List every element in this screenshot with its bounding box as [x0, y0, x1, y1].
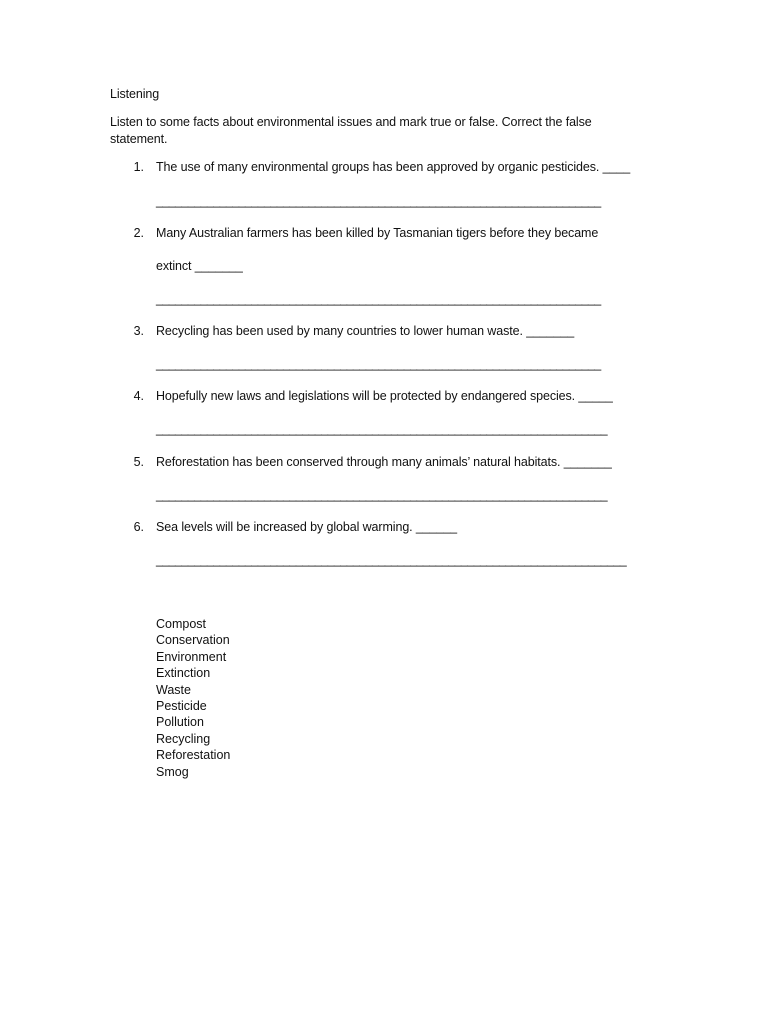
question-number: 3.	[133, 324, 144, 338]
question-text: Sea levels will be increased by global warming. ______	[156, 520, 458, 534]
question-text: Many Australian farmers has been killed by Tasmanian tigers before they became	[156, 226, 599, 240]
question-text-continued: extinct _______	[156, 259, 243, 273]
word-bank-item: Reforestation	[156, 748, 231, 763]
answer-line[interactable]: ______________________________________________________________________	[156, 194, 601, 208]
question-number: 6.	[133, 520, 144, 534]
word-bank-item: Extinction	[156, 666, 211, 681]
answer-line[interactable]: __________________________________________________________________________	[156, 553, 627, 567]
question-number: 4.	[133, 389, 144, 403]
word-bank-item: Conservation	[156, 633, 230, 648]
word-bank	[156, 616, 230, 780]
word-bank-item: Smog	[156, 764, 189, 779]
question-text: Recycling has been used by many countries to lower human waste. _______	[156, 324, 575, 338]
answer-line[interactable]: _______________________________________________________________________	[156, 488, 607, 502]
word-bank-item: Recycling	[156, 731, 211, 746]
section-heading: Listening	[110, 87, 160, 101]
question-number: 5.	[133, 455, 144, 469]
word-bank-item: Waste	[156, 682, 191, 697]
word-bank-item: Environment	[156, 649, 227, 664]
word-bank-item: Compost	[156, 617, 207, 631]
answer-line[interactable]: _______________________________________________________________________	[156, 422, 607, 436]
answer-line[interactable]: ______________________________________________________________________	[156, 357, 601, 371]
question-text: Reforestation has been conserved through many animals’ natural habitats. _______	[156, 455, 612, 469]
word-bank-item: Pesticide	[156, 699, 207, 714]
question-text: Hopefully new laws and legislations will be protected by endangered species. _____	[156, 389, 613, 403]
word-bank-item: Pollution	[156, 715, 204, 730]
answer-line[interactable]: ______________________________________________________________________	[156, 292, 601, 306]
question-text: The use of many environmental groups has been approved by organic pesticides. ____	[156, 160, 631, 174]
question-number: 1.	[133, 160, 144, 174]
instructions-text: Listen to some facts about environmental issues and mark true or false. Correct the false statement.	[110, 115, 592, 146]
question-number: 2.	[133, 226, 144, 240]
